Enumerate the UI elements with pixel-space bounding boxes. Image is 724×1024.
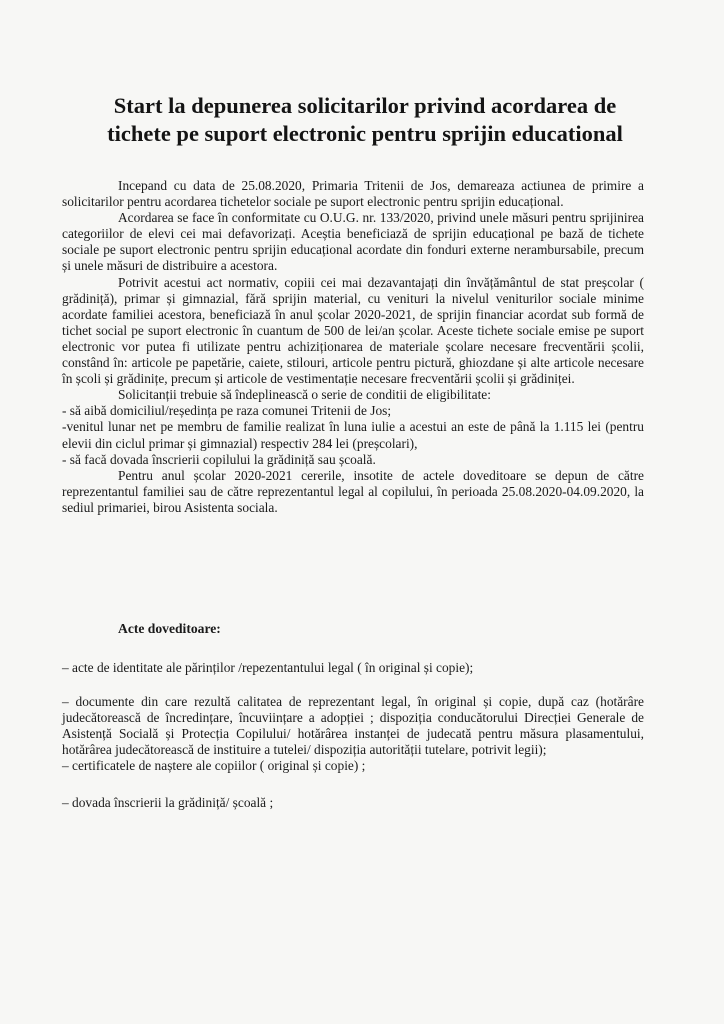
acts-list [62,660,644,811]
condition-item: -venitul lunar net pe membru de familie realizat în luna iulie a acestui an este de până la 1.115 lei (pentru elevii din ciclul primar și gimnazial) respectiv 284 lei (preșcolari), [62,419,644,451]
paragraph-legal-basis: Acordarea se face în conformitate cu O.U.G. nr. 133/2020, privind unele măsuri pentru sprijinirea categoriilor de elevi cei mai defavorizați. Aceștia beneficiază de sprijin educațional pe bază de tichete sociale pe suport electronic pentru sprijin educațional acordate din fonduri externe nerambursabile, precum și unele măsuri de distribuire a acestora. [62,210,644,274]
title-line-2: tichete pe suport electronic pentru sprijin educational [107,121,623,146]
paragraph-eligibility-details: Potrivit acestui act normativ, copiii cei mai dezavantajați din învățământul de stat preșcolar ( grădiniță), primar și gimnazial, fără sprijin material, cu venituri la nivelul veniturilor sociale minime acordate familiei acestora, beneficiază în anul școlar 2020-2021, de sprijin financiar acordat sub formă de tichet social pe suport electronic în cuantum de 500 de lei/an școlar. Aceste tichete sociale emise pe suport electronic vor putea fi utilizate pentru achiziționarea de materiale școlare necesare frecventării școlii, constând în: articole pe papetărie, caiete, stilouri, articole pentru pictură, ghiozdane și alte articole necesare în școli și grădinițe, precum și articole de vestimentație necesare frecventării școlii și grădiniței. [62,274,644,387]
paragraph-intro: Incepand cu data de 25.08.2020, Primaria Tritenii de Jos, demareaza actiunea de primire a solicitarilor pentru acordarea tichetelor sociale pe suport electronic pentru sprijin educațional. [62,178,644,210]
document-body [62,178,644,516]
acts-heading: Acte doveditoare: [118,621,221,636]
condition-item: - să aibă domiciliul/reședința pe raza comunei Tritenii de Jos; [62,403,392,419]
act-item: – acte de identitate ale părinților /repezentantului legal ( în original și copie); [62,660,474,675]
act-item: – documente din care rezultă calitatea de reprezentant legal, în original și copie, după caz (hotărâre judecătorească de încredințare, încuviințare a adopției ; dispoziția conducătorului Direcției Generale de Asistență Socială și Protecția Copilului/ hotărârea instanței de judecată pentru măsura plasamentului, hotărârea judecătorească de instituire a tutelei/ dispoziția autorității tutelare, potrivit legii); [62,694,644,758]
act-item: – dovada înscrierii la grădiniță/ școală ; [62,794,274,810]
condition-item: - să facă dovada înscrierii copilului la grădiniță sau școală. [62,451,376,467]
document-title [40,92,690,148]
act-item: – certificatele de naștere ale copiilor ( original și copie) ; [62,758,366,774]
title-line-1: Start la depunerea solicitarilor privind acordarea de [113,93,617,118]
paragraph-submission: Pentru anul școlar 2020-2021 cererile, insotite de actele doveditoare se depun de către reprezentantul familiei sau de către reprezentantul legal al copilului, în perioada 25.08.2020-04.09.2020, la sediul primariei, birou Asistenta sociala. [62,467,644,515]
paragraph-conditions-intro: Solicitanții trebuie să îndeplinească o serie de conditii de eligibilitate: [118,387,491,403]
